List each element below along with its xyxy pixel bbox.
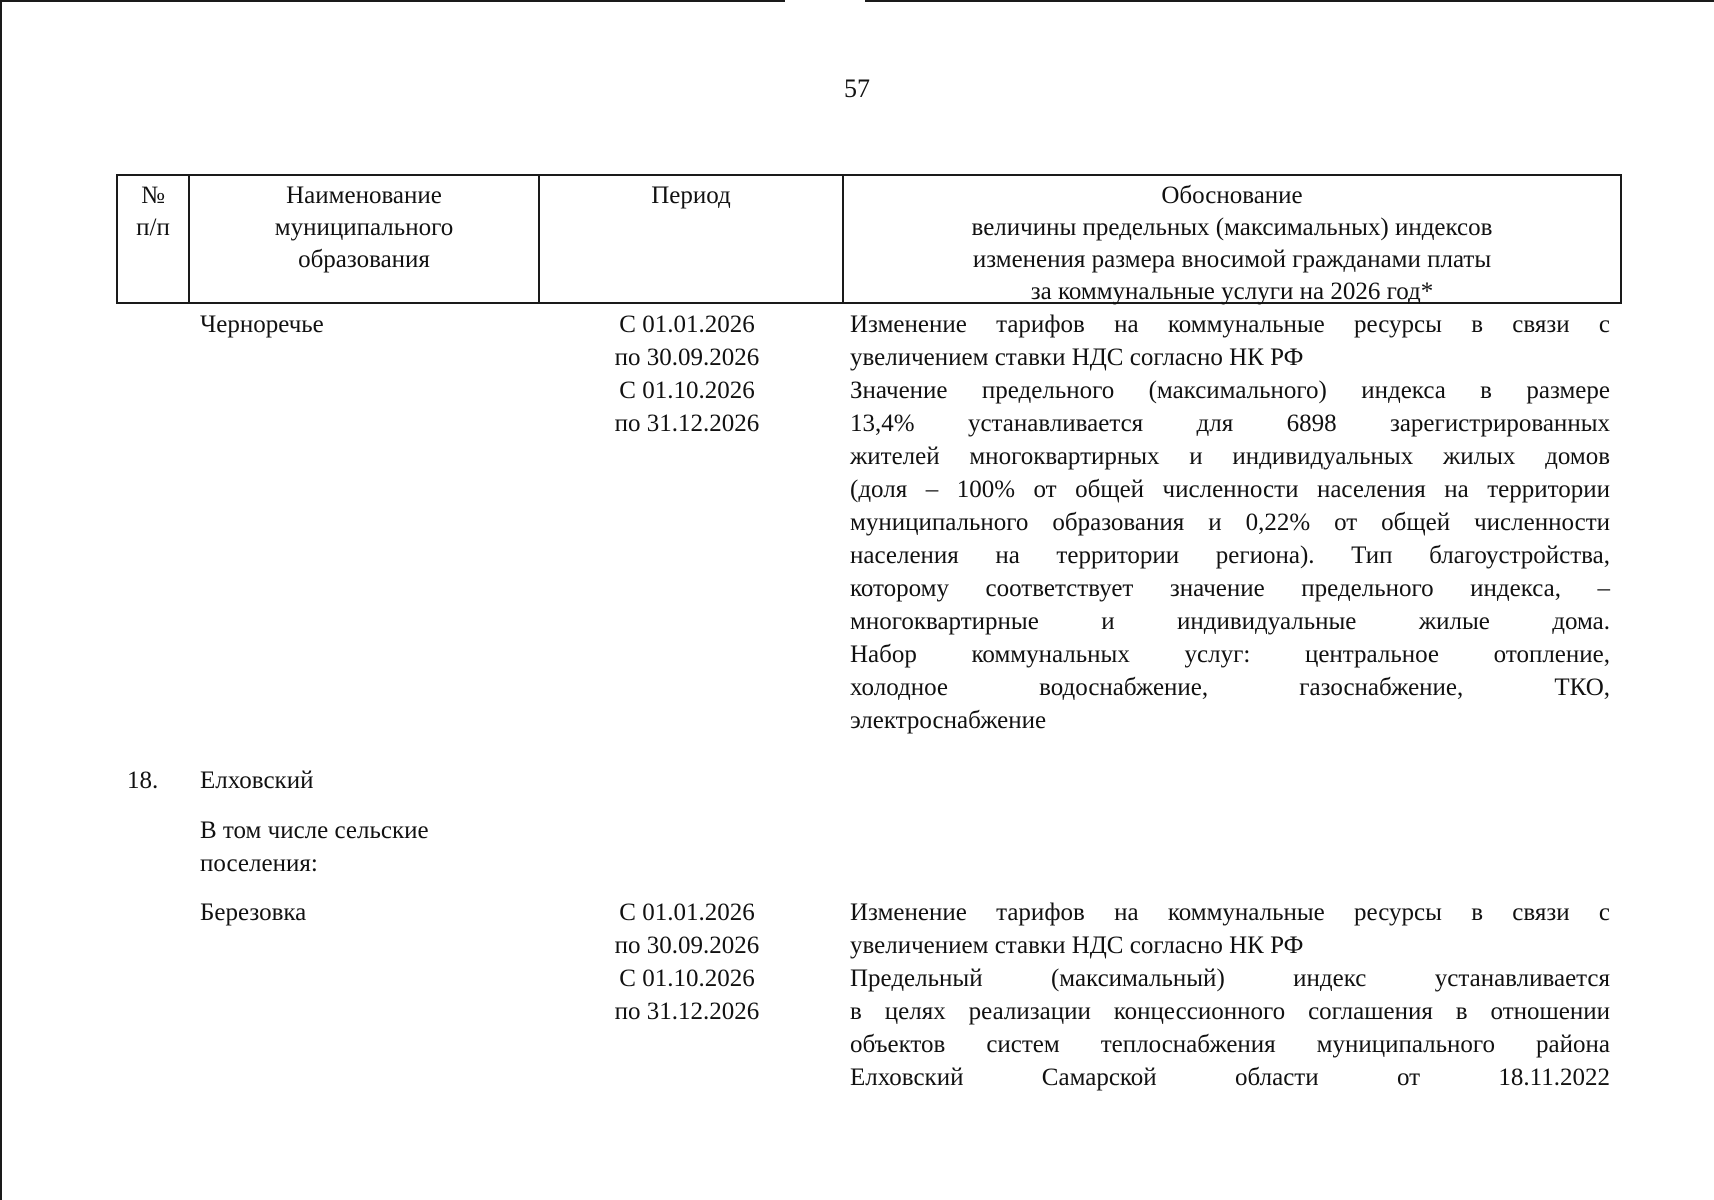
period-line: по 31.12.2026	[614, 998, 760, 1025]
header-name-line: образования	[298, 246, 430, 273]
row-name-elkhovsky: Елховский	[200, 767, 314, 794]
row-basis-chernorechye	[850, 308, 1610, 737]
period-line: С 01.01.2026	[619, 899, 755, 926]
row-number-18: 18.	[127, 767, 159, 794]
row-period-chernorechye	[572, 308, 802, 440]
period-line: С 01.01.2026	[619, 311, 755, 338]
row-name-berezovka: Березовка	[200, 899, 307, 926]
scan-border-gap	[785, 0, 865, 3]
basis-line: (доля – 100% от общей численности населения на территории	[850, 476, 1610, 503]
header-basis-line: за коммунальные услуги на 2026 год*	[1030, 278, 1434, 305]
table-header	[116, 174, 1622, 304]
basis-line: холодное водоснабжение, газоснабжение, ТКО,	[850, 674, 1610, 701]
subheading-rural-settlements	[200, 814, 429, 880]
header-number	[118, 176, 188, 302]
header-number-line: п/п	[136, 214, 170, 241]
basis-line: Предельный (максимальный) индекс устанавливается	[850, 965, 1610, 992]
page-number: 57	[844, 74, 870, 103]
subheading-line: поселения:	[200, 850, 318, 877]
basis-line: Изменение тарифов на коммунальные ресурсы в связи с	[850, 311, 1610, 338]
subheading-line: В том числе сельские	[200, 817, 429, 844]
basis-line: в целях реализации концессионного соглашения в отношении	[850, 998, 1610, 1025]
basis-line: увеличением ставки НДС согласно НК РФ	[850, 932, 1304, 959]
row-name-chernorechye: Черноречье	[200, 311, 324, 338]
basis-line: Набор коммунальных услуг: центральное отопление,	[850, 641, 1610, 668]
basis-line: жителей многоквартирных и индивидуальных жилых домов	[850, 443, 1610, 470]
header-basis-line: величины предельных (максимальных) индексов	[971, 214, 1493, 241]
header-number-line: №	[141, 182, 165, 209]
header-basis	[842, 176, 1620, 305]
basis-line: многоквартирные и индивидуальные жилые дома.	[850, 608, 1610, 635]
header-period-line: Период	[651, 182, 731, 209]
header-basis-line: Обоснование	[1161, 182, 1303, 209]
basis-line: электроснабжение	[850, 707, 1047, 734]
scan-border-left	[0, 0, 2, 1200]
basis-line: 13,4% устанавливается для 6898 зарегистрированных	[850, 410, 1610, 437]
basis-line: объектов систем теплоснабжения муниципального района	[850, 1031, 1610, 1058]
header-period	[538, 176, 842, 302]
basis-line: муниципального образования и 0,22% от общей численности	[850, 509, 1610, 536]
basis-line: которому соответствует значение предельного индекса, –	[850, 575, 1610, 602]
basis-line: Изменение тарифов на коммунальные ресурсы в связи с	[850, 899, 1610, 926]
period-line: по 30.09.2026	[614, 932, 760, 959]
header-name	[188, 176, 538, 302]
row-basis-berezovka	[850, 896, 1610, 1094]
period-line: С 01.10.2026	[619, 377, 755, 404]
basis-line: Елховский Самарской области от 18.11.2022	[850, 1064, 1610, 1091]
row-period-berezovka	[572, 896, 802, 1028]
period-line: по 31.12.2026	[614, 410, 760, 437]
basis-line: населения на территории региона). Тип благоустройства,	[850, 542, 1610, 569]
header-name-line: муниципального	[274, 214, 454, 241]
period-line: по 30.09.2026	[614, 344, 760, 371]
basis-line: Значение предельного (максимального) индекса в размере	[850, 377, 1610, 404]
header-name-line: Наименование	[286, 182, 442, 209]
period-line: С 01.10.2026	[619, 965, 755, 992]
header-basis-line: изменения размера вносимой гражданами платы	[972, 246, 1492, 273]
basis-line: увеличением ставки НДС согласно НК РФ	[850, 344, 1304, 371]
